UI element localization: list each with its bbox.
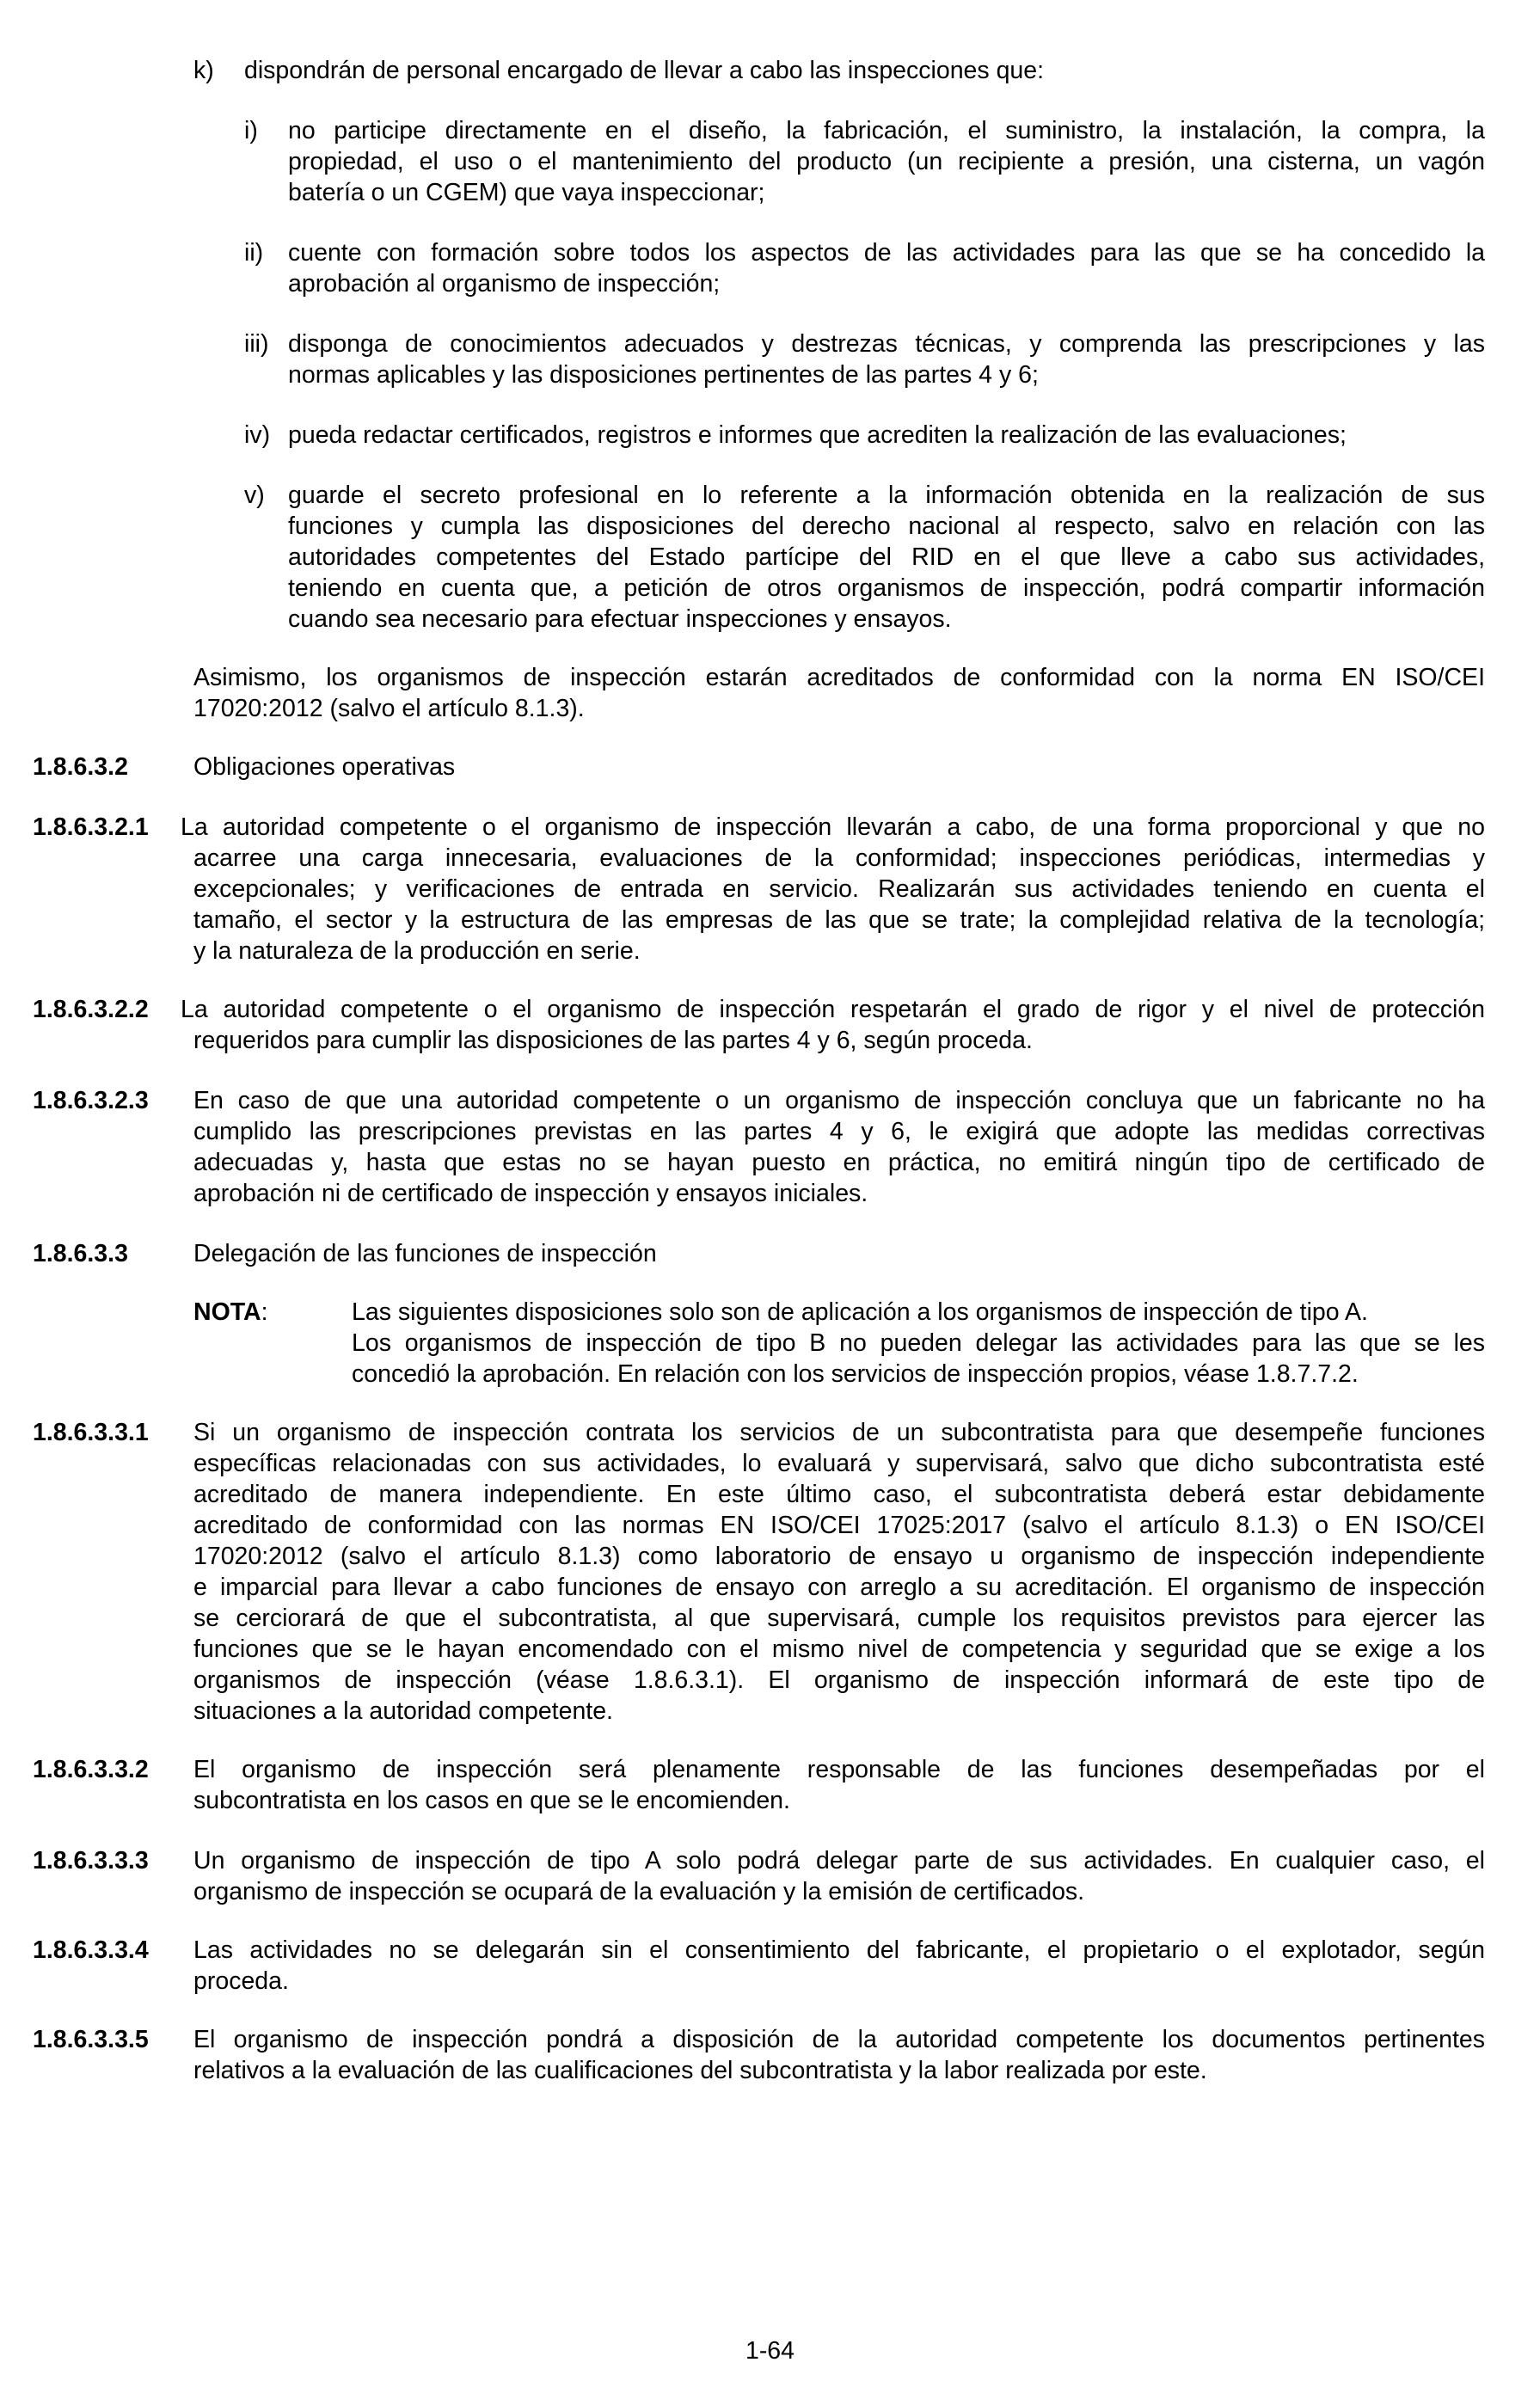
paragraph-line: acarree una carga innecesaria, evaluaciones de la conformidad; inspecciones periódicas, intermedias y bbox=[193, 844, 1485, 872]
note-line: concedió la aprobación. En relación con los servicios de inspección propios, véase 1.8.7.7.2. bbox=[352, 1360, 1359, 1388]
paragraph-line: La autoridad competente o el organismo de inspección llevarán a cabo, de una forma proporcional y que no bbox=[181, 813, 1485, 841]
paragraph-line: tamaño, el sector y la estructura de las empresas de las que se trate; la complejidad relativa de la tecnología; bbox=[193, 906, 1485, 934]
paragraph-line: cumplido las prescripciones previstas en las partes 4 y 6, le exigirá que adopte las medidas correctivas bbox=[193, 1118, 1485, 1145]
paragraph-line: requeridos para cumplir las disposiciones de las partes 4 y 6, según proceda. bbox=[193, 1027, 1033, 1054]
subitem-v-line: cuando sea necesario para efectuar inspecciones y ensayos. bbox=[288, 605, 952, 633]
subitem-ii-line: cuente con formación sobre todos los aspectos de las actividades para las que se ha concedido la bbox=[288, 239, 1485, 267]
paragraph-line: acreditado de conformidad con las normas EN ISO/CEI 17025:2017 (salvo el artículo 8.1.3) o EN ISO/CEI bbox=[193, 1512, 1485, 1539]
item-k-text: dispondrán de personal encargado de llevar a cabo las inspecciones que: bbox=[244, 57, 1045, 84]
page-number: 1-64 bbox=[745, 2337, 795, 2365]
subitem-v-line: autoridades competentes del Estado partícipe del RID en el que lleve a cabo sus actividades, bbox=[288, 543, 1485, 571]
subitem-v-label: v) bbox=[244, 482, 265, 509]
note-label bbox=[193, 1297, 268, 1328]
section-number: 1.8.6.3.3.5 bbox=[33, 2026, 149, 2053]
subitem-i-line: no participe directamente en el diseño, la fabricación, el suministro, la instalación, la compra, la bbox=[288, 117, 1485, 144]
section-number: 1.8.6.3.2 bbox=[33, 753, 128, 781]
section-number: 1.8.6.3.3.4 bbox=[33, 1936, 149, 1964]
paragraph-line: proceda. bbox=[193, 1967, 289, 1995]
subitem-ii-line: aprobación al organismo de inspección; bbox=[288, 270, 721, 298]
subitem-i-line: propiedad, el uso o el mantenimiento del producto (un recipiente a presión, una cisterna, un vagón bbox=[288, 148, 1485, 175]
note-line: Los organismos de inspección de tipo B no pueden delegar las actividades para las que se les bbox=[352, 1329, 1485, 1357]
paragraph-line: El organismo de inspección será plenamente responsable de las funciones desempeñadas por el bbox=[193, 1756, 1485, 1783]
section-number: 1.8.6.3.3 bbox=[33, 1240, 128, 1267]
paragraph-line: El organismo de inspección pondrá a disposición de la autoridad competente los documentos pertinentes bbox=[193, 2026, 1485, 2053]
section-title: Delegación de las funciones de inspección bbox=[193, 1240, 657, 1267]
paragraph-line: excepcionales; y verificaciones de entrada en servicio. Realizarán sus actividades teniendo en cuenta el bbox=[193, 875, 1485, 903]
paragraph-line: subcontratista en los casos en que se le encomienden. bbox=[193, 1787, 790, 1814]
note-line: Las siguientes disposiciones solo son de aplicación a los organismos de inspección de tipo A. bbox=[352, 1298, 1368, 1326]
subitem-iii-line: normas aplicables y las disposiciones pertinentes de las partes 4 y 6; bbox=[288, 361, 1039, 389]
paragraph-line: Asimismo, los organismos de inspección estarán acreditados de conformidad con la norma EN ISO/CEI bbox=[193, 664, 1485, 691]
subitem-iii-label: iii) bbox=[244, 330, 269, 358]
note-label-colon: : bbox=[261, 1298, 268, 1326]
subitem-iii-line: disponga de conocimientos adecuados y destrezas técnicas, y comprenda las prescripciones y las bbox=[288, 330, 1485, 358]
paragraph-line: aprobación ni de certificado de inspección y ensayos iniciales. bbox=[193, 1180, 868, 1207]
paragraph-line: En caso de que una autoridad competente o un organismo de inspección concluya que un fabricante no ha bbox=[193, 1087, 1485, 1114]
section-number: 1.8.6.3.2.3 bbox=[33, 1087, 149, 1114]
subitem-v-line: teniendo en cuenta que, a petición de otros organismos de inspección, podrá compartir información bbox=[288, 574, 1485, 602]
paragraph-line: organismo de inspección se ocupará de la evaluación y la emisión de certificados. bbox=[193, 1878, 1085, 1905]
paragraph-line: acreditado de manera independiente. En este último caso, el subcontratista deberá estar debidamente bbox=[193, 1481, 1485, 1508]
section-number: 1.8.6.3.2.1 bbox=[33, 813, 149, 841]
paragraph-line: 17020:2012 (salvo el artículo 8.1.3). bbox=[193, 695, 585, 722]
paragraph-line: específicas relacionadas con sus actividades, lo evaluará y supervisará, salvo que dicho subcontratista esté bbox=[193, 1450, 1485, 1477]
paragraph-line: Las actividades no se delegarán sin el consentimiento del fabricante, el propietario o el explotador, según bbox=[193, 1936, 1485, 1964]
section-number: 1.8.6.3.2.2 bbox=[33, 996, 149, 1023]
paragraph-line: Si un organismo de inspección contrata los servicios de un subcontratista para que desempeñe funciones bbox=[193, 1419, 1485, 1446]
subitem-i-line: batería o un CGEM) que vaya inspeccionar; bbox=[288, 179, 765, 206]
section-title: Obligaciones operativas bbox=[193, 753, 456, 781]
paragraph-line: y la naturaleza de la producción en serie. bbox=[193, 937, 641, 965]
paragraph-line: relativos a la evaluación de las cualificaciones del subcontratista y la labor realizada por este. bbox=[193, 2057, 1207, 2084]
note-label-text: NOTA bbox=[193, 1298, 261, 1326]
paragraph-line: funciones que se le hayan encomendado con el mismo nivel de competencia y seguridad que se exige a los bbox=[193, 1635, 1485, 1663]
paragraph-line: situaciones a la autoridad competente. bbox=[193, 1697, 613, 1725]
subitem-iv-label: iv) bbox=[244, 421, 271, 449]
paragraph-line: se cerciorará de que el subcontratista, al que supervisará, cumple los requisitos previstos para ejercer las bbox=[193, 1605, 1485, 1632]
subitem-v-line: funciones y cumpla las disposiciones del derecho nacional al respecto, salvo en relación con las bbox=[288, 512, 1485, 540]
paragraph-line: e imparcial para llevar a cabo funciones de ensayo con arreglo a su acreditación. El organismo de inspección bbox=[193, 1574, 1485, 1601]
subitem-ii-label: ii) bbox=[244, 239, 264, 267]
subitem-iv-line: pueda redactar certificados, registros e informes que acrediten la realización de las evaluaciones; bbox=[288, 421, 1347, 449]
paragraph-line: Un organismo de inspección de tipo A solo podrá delegar parte de sus actividades. En cualquier caso, el bbox=[193, 1847, 1485, 1875]
paragraph-line: organismos de inspección (véase 1.8.6.3.1). El organismo de inspección informará de este tipo de bbox=[193, 1666, 1485, 1694]
subitem-v-line: guarde el secreto profesional en lo referente a la información obtenida en la realización de sus bbox=[288, 482, 1485, 509]
subitem-i-label: i) bbox=[244, 117, 258, 144]
item-k-label: k) bbox=[193, 57, 214, 84]
paragraph-line: adecuadas y, hasta que estas no se hayan puesto en práctica, no emitirá ningún tipo de certificado de bbox=[193, 1149, 1485, 1176]
section-number: 1.8.6.3.3.1 bbox=[33, 1419, 149, 1446]
section-number: 1.8.6.3.3.2 bbox=[33, 1756, 149, 1783]
paragraph-line: 17020:2012 (salvo el artículo 8.1.3) como laboratorio de ensayo u organismo de inspección independiente bbox=[193, 1543, 1485, 1570]
paragraph-line: La autoridad competente o el organismo de inspección respetarán el grado de rigor y el nivel de protección bbox=[181, 996, 1485, 1023]
section-number: 1.8.6.3.3.3 bbox=[33, 1847, 149, 1875]
